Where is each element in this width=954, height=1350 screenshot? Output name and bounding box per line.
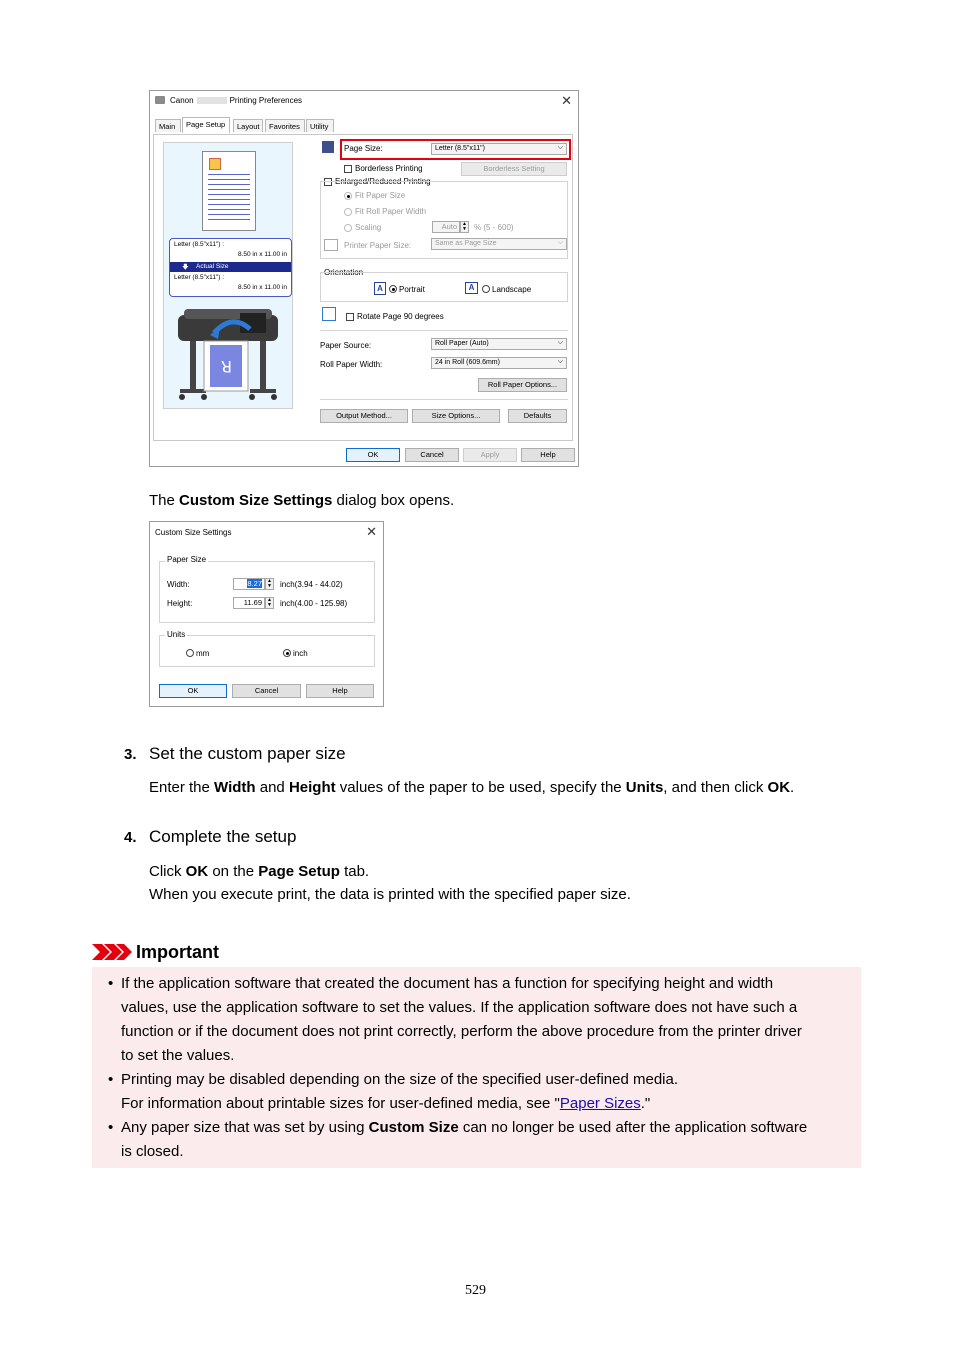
step-heading: Set the custom paper size [149,744,346,763]
apply-button[interactable]: Apply [463,448,517,462]
important-link-line: For information about printable sizes for user-defined media, see "Paper Sizes." [121,1095,651,1112]
paper-size-group [159,561,375,623]
tab-utility[interactable]: Utility [306,119,334,132]
tab-layout[interactable]: Layout [233,119,263,132]
printer-paper-size-icon [324,239,338,251]
close-icon[interactable]: ✕ [366,524,377,539]
tab-main[interactable]: Main [155,119,181,132]
step-body: Enter the Width and Height values of the paper to be used, specify the Units, and then click OK. [149,779,795,796]
rotate-page-checkbox[interactable] [346,313,354,321]
svg-text:R: R [220,357,232,376]
help-button[interactable]: Help [521,448,575,462]
scaling-spinner[interactable]: ▲ ▼ [460,221,469,233]
tab-page-setup[interactable]: Page Setup [182,117,230,133]
roll-paper-options-button[interactable]: Roll Paper Options... [478,378,567,392]
defaults-button[interactable]: Defaults [508,409,567,423]
redacted-model [197,97,227,104]
size-info-box: Letter (8.5"x11") : 8.50 in x 11.00 in 🡇 Actual Size Letter (8.5"x11") : 8.50 in x 11.00 in [169,238,292,297]
bullet: • [108,1119,114,1136]
height-input[interactable]: 11.69 [233,597,265,609]
landscape-icon: A [465,282,478,294]
inch-radio[interactable] [283,649,291,657]
fit-roll-paper-width-radio[interactable] [344,208,352,216]
intro-sentence: The Custom Size Settings dialog box opens. [149,492,455,509]
bullet: • [108,975,114,992]
dialog-title: Canon Printing Preferences [170,96,303,105]
important-arrows-icon [92,944,134,960]
rotate-page-icon [322,307,336,321]
fit-paper-size-radio[interactable] [344,192,352,200]
large-format-printer-illustration [170,301,288,409]
page-size-icon [322,141,334,153]
scaling-radio[interactable] [344,224,352,232]
height-spinner[interactable]: ▲ ▼ [265,597,274,609]
ok-button[interactable]: OK [159,684,227,698]
step-heading: Complete the setup [149,827,297,846]
tab-favorites[interactable]: Favorites [265,119,305,132]
step-number: 4. [124,829,137,846]
chevron-down-icon: ⌵ [557,239,563,246]
cancel-button[interactable]: Cancel [232,684,301,698]
important-title: Important [136,942,219,962]
custom-size-settings-dialog: Custom Size Settings ✕ Paper Size Width: 8.27 ▲ ▼ inch(3.94 - 44.02) Height: 11.69 ▲ ▼ inch(4.00 - 125.98) Units mm inch OK Cancel Help [149,521,384,707]
ok-button[interactable]: OK [346,448,400,462]
help-button[interactable]: Help [306,684,374,698]
paper-sizes-link[interactable]: Paper Sizes [559,1095,641,1112]
actual-size-bar: 🡇 Actual Size [170,262,291,272]
settings-preview [163,142,293,409]
down-arrow-icon: 🡇 [182,264,189,271]
output-method-button[interactable]: Output Method... [320,409,408,423]
chevron-down-icon: ⌵ [557,339,563,346]
width-spinner[interactable]: ▲ ▼ [265,578,274,590]
page-size-select[interactable]: Letter (8.5"x11") ⌵ [431,143,567,155]
bullet: • [108,1071,114,1088]
dialog-title: Custom Size Settings [155,528,232,537]
width-input[interactable]: 8.27 [233,578,265,590]
landscape-radio[interactable] [482,285,490,293]
printer-icon [155,96,165,104]
borderless-printing-checkbox[interactable] [344,165,352,173]
mm-radio[interactable] [186,649,194,657]
image-icon [209,158,221,170]
printing-preferences-dialog [149,90,579,467]
paper-source-select[interactable]: Roll Paper (Auto) ⌵ [431,338,567,350]
scaling-input[interactable]: Auto [432,221,460,233]
borderless-setting-button[interactable]: Borderless Setting [461,162,567,176]
chevron-down-icon: ⌵ [557,358,563,365]
cancel-button[interactable]: Cancel [405,448,459,462]
dialog-titlebar [150,91,578,111]
close-icon[interactable]: ✕ [561,93,572,108]
printer-paper-size-select[interactable]: Same as Page Size ⌵ [431,238,567,250]
portrait-icon: A [374,282,386,295]
paper-preview [202,151,256,231]
roll-paper-width-select[interactable]: 24 in Roll (609.6mm) ⌵ [431,357,567,369]
page-number: 529 [465,1283,486,1298]
important-box [92,967,861,1168]
chevron-down-icon: ⌵ [557,144,563,151]
page-setup-panel: Letter (8.5"x11") : 8.50 in x 11.00 in 🡇 Actual Size Letter (8.5"x11") : 8.50 in x 11.00 in R Page Size: Letter (8.5"x11") ⌵ Borderless Printing Borderless Setting Enlarged/Reduced Printing Fit Paper Size Fit Roll Paper Width Scaling Auto ▲ ▼ % (5 - 600) Printer Paper Size: Same as Page Size ⌵ Orientation A Portrait A Landscape Rotate Page 90 degrees Paper Source: Roll Paper (Auto) ⌵ Roll Paper Width: 24 in Roll (609.6mm) ⌵ Roll Paper Options... Output Method... Size Options... Defaults [153,134,573,441]
step-number: 3. [124,746,137,763]
step-body-line2: When you execute print, the data is printed with the specified paper size. [149,886,631,903]
step-body: Click OK on the Page Setup tab. [149,863,370,880]
portrait-radio[interactable] [389,285,397,293]
size-options-button[interactable]: Size Options... [412,409,500,423]
